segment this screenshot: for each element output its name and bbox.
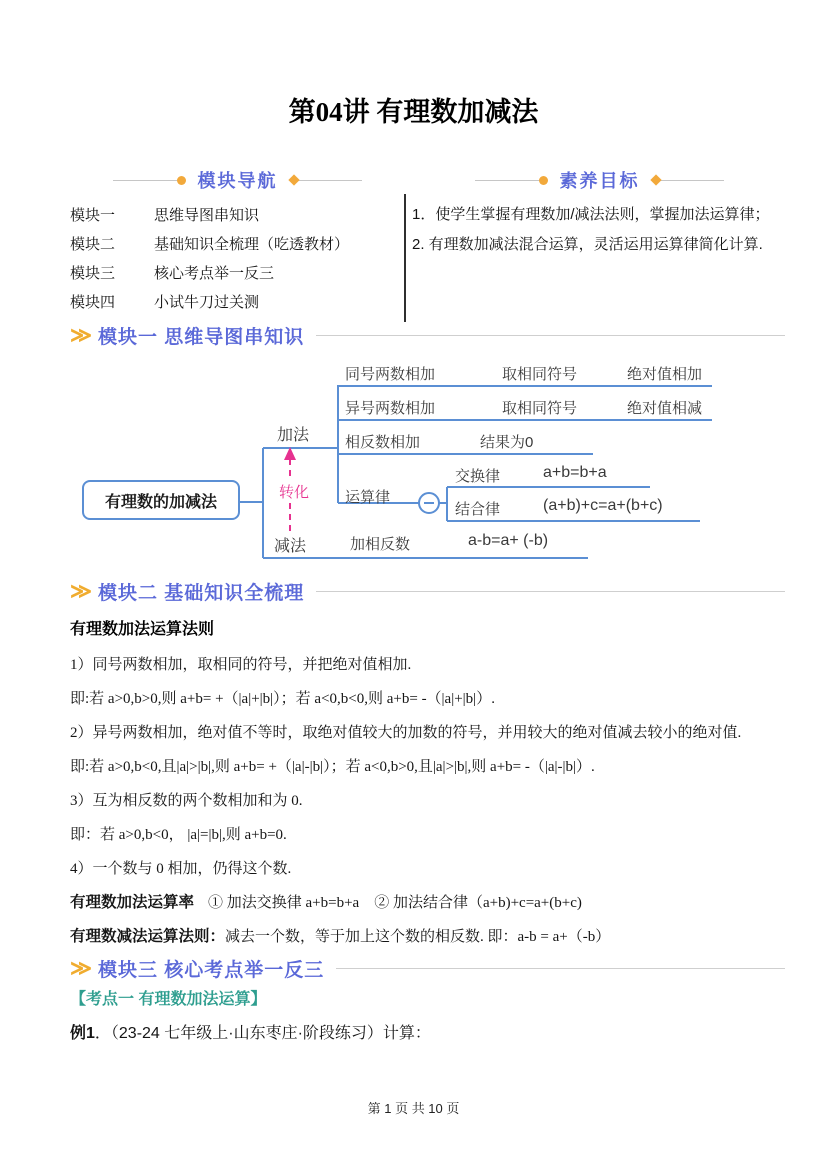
mindmap-node: 相反数相加	[345, 434, 421, 451]
mindmap-diagram	[0, 355, 827, 580]
nav-item-module1	[70, 200, 404, 229]
diamond-icon	[288, 174, 299, 185]
knowledge-line: 4）一个数与 0 相加，仍得这个数.	[70, 861, 292, 877]
section-heading-module2	[70, 578, 785, 605]
nav-item-module4	[70, 287, 404, 316]
example-text: ．（23-24 七年级上·山东枣庄·阶段练习）计算：	[94, 1025, 431, 1042]
decor-line	[336, 968, 785, 969]
example-label: 例1	[70, 1025, 95, 1042]
mindmap-node: 交换律	[455, 468, 501, 485]
mindmap-node-addition: 加法	[277, 427, 310, 444]
decor-line	[316, 591, 785, 592]
mindmap-transform-label: 转化	[277, 481, 311, 502]
mindmap-node: 结果为0	[480, 434, 534, 451]
page-title: 第04讲 有理数加减法	[288, 97, 539, 127]
goals-panel	[404, 168, 786, 318]
section-heading-module3	[70, 955, 785, 982]
example-line	[70, 1020, 786, 1043]
section-heading-text: 模块一 思维导图串知识	[97, 327, 305, 348]
module-nav-title: 模块导航	[197, 171, 278, 191]
section-heading-text: 模块三 核心考点举一反三	[97, 960, 325, 981]
diamond-icon	[650, 174, 661, 185]
page-number-footer: 第 1 页 共 10 页	[367, 1101, 460, 1116]
mindmap-formula: a+b=b+a	[543, 464, 607, 481]
nav-item-module3	[70, 258, 404, 287]
mindmap-node: 异号两数相加	[345, 400, 436, 417]
goal-item-1: 1．使学生掌握有理数加/减法法则，掌握加法运算律；	[412, 206, 770, 223]
decor-line	[298, 180, 362, 181]
mindmap-formula: a-b=a+ (-b)	[468, 532, 549, 549]
section-heading-module1	[70, 322, 785, 349]
nav-item-label: 模块三	[70, 265, 116, 282]
decor-line	[475, 180, 539, 181]
mindmap-formula: (a+b)+c=a+(b+c)	[543, 497, 663, 514]
nav-item-text: 小试牛刀过关测	[154, 294, 260, 311]
nav-item-label: 模块一	[70, 207, 116, 224]
law-text: ① 加法交换律 a+b=b+a ② 加法结合律（a+b)+c=a+(b+c)	[208, 895, 582, 911]
header-columns	[70, 168, 786, 318]
dot-icon	[539, 176, 548, 185]
knowledge-line: 即：若 a>0,b<0， |a|=|b|,则 a+b=0.	[70, 827, 287, 843]
mindmap-node-law: 运算律	[345, 489, 391, 506]
decor-line	[660, 180, 724, 181]
knowledge-line: 1）同号两数相加，取相同的符号，并把绝对值相加.	[70, 657, 412, 673]
mindmap-root-node: 有理数的加减法	[82, 480, 240, 520]
decor-line	[316, 335, 785, 336]
goal-item-2: 2. 有理数加减法混合运算，灵活运用运算律简化计算.	[412, 236, 763, 253]
nav-item-label: 模块二	[70, 236, 116, 253]
keypoint-heading: 【考点一 有理数加法运算】	[70, 991, 267, 1008]
nav-item-module2	[70, 229, 404, 258]
knowledge-line: 即:若 a>0,b<0,且|a|>|b|,则 a+b= +（|a|-|b|）；若 a<0,b>0,且|a|>|b|,则 a+b= -（|a|-|b|）.	[70, 759, 595, 775]
nav-item-text: 思维导图串知识	[154, 207, 260, 224]
mindmap-node: 绝对值相减	[627, 400, 703, 417]
subtraction-rule-text: 减去一个数，等于加上这个数的相反数. 即：a-b = a+（-b）	[225, 929, 611, 945]
knowledge-line: 即:若 a>0,b>0,则 a+b= +（|a|+|b|）；若 a<0,b<0,则 a+b= -（|a|+|b|）.	[70, 691, 495, 707]
module-nav-header	[70, 168, 404, 192]
knowledge-heading: 有理数加法运算法则	[70, 621, 215, 638]
mindmap-node: 加相反数	[350, 536, 411, 553]
goals-header	[412, 168, 786, 192]
knowledge-law-line	[70, 886, 786, 920]
mindmap-connectors	[0, 355, 827, 580]
mindmap-node: 取相同符号	[502, 366, 578, 383]
mindmap-node: 同号两数相加	[345, 366, 436, 383]
subtraction-rule-label: 有理数减法运算法则：	[70, 928, 226, 945]
decor-line	[113, 180, 177, 181]
double-chevron-icon: ≫	[70, 324, 92, 347]
goals-title: 素养目标	[559, 171, 640, 191]
law-label: 有理数加法运算率	[70, 894, 195, 911]
nav-item-label: 模块四	[70, 294, 116, 311]
nav-item-text: 核心考点举一反三	[154, 265, 275, 282]
section-heading-text: 模块二 基础知识全梳理	[97, 583, 305, 604]
module-nav-panel	[70, 168, 404, 318]
knowledge-line: 3）互为相反数的两个数相加和为 0.	[70, 793, 303, 809]
exam-section	[70, 986, 786, 1043]
dot-icon	[177, 176, 186, 185]
mindmap-node: 取相同符号	[502, 400, 578, 417]
mindmap-node-subtraction: 减法	[274, 538, 307, 555]
knowledge-block	[70, 612, 786, 954]
double-chevron-icon: ≫	[70, 580, 92, 603]
knowledge-subtraction-line	[70, 920, 786, 954]
knowledge-line: 2）异号两数相加，绝对值不等时，取绝对值较大的加数的符号，并用较大的绝对值减去较小的绝对值.	[70, 725, 742, 741]
nav-item-text: 基础知识全梳理（吃透教材）	[154, 236, 350, 253]
mindmap-node: 绝对值相加	[627, 366, 703, 383]
double-chevron-icon: ≫	[70, 957, 92, 980]
mindmap-node: 结合律	[455, 501, 501, 518]
